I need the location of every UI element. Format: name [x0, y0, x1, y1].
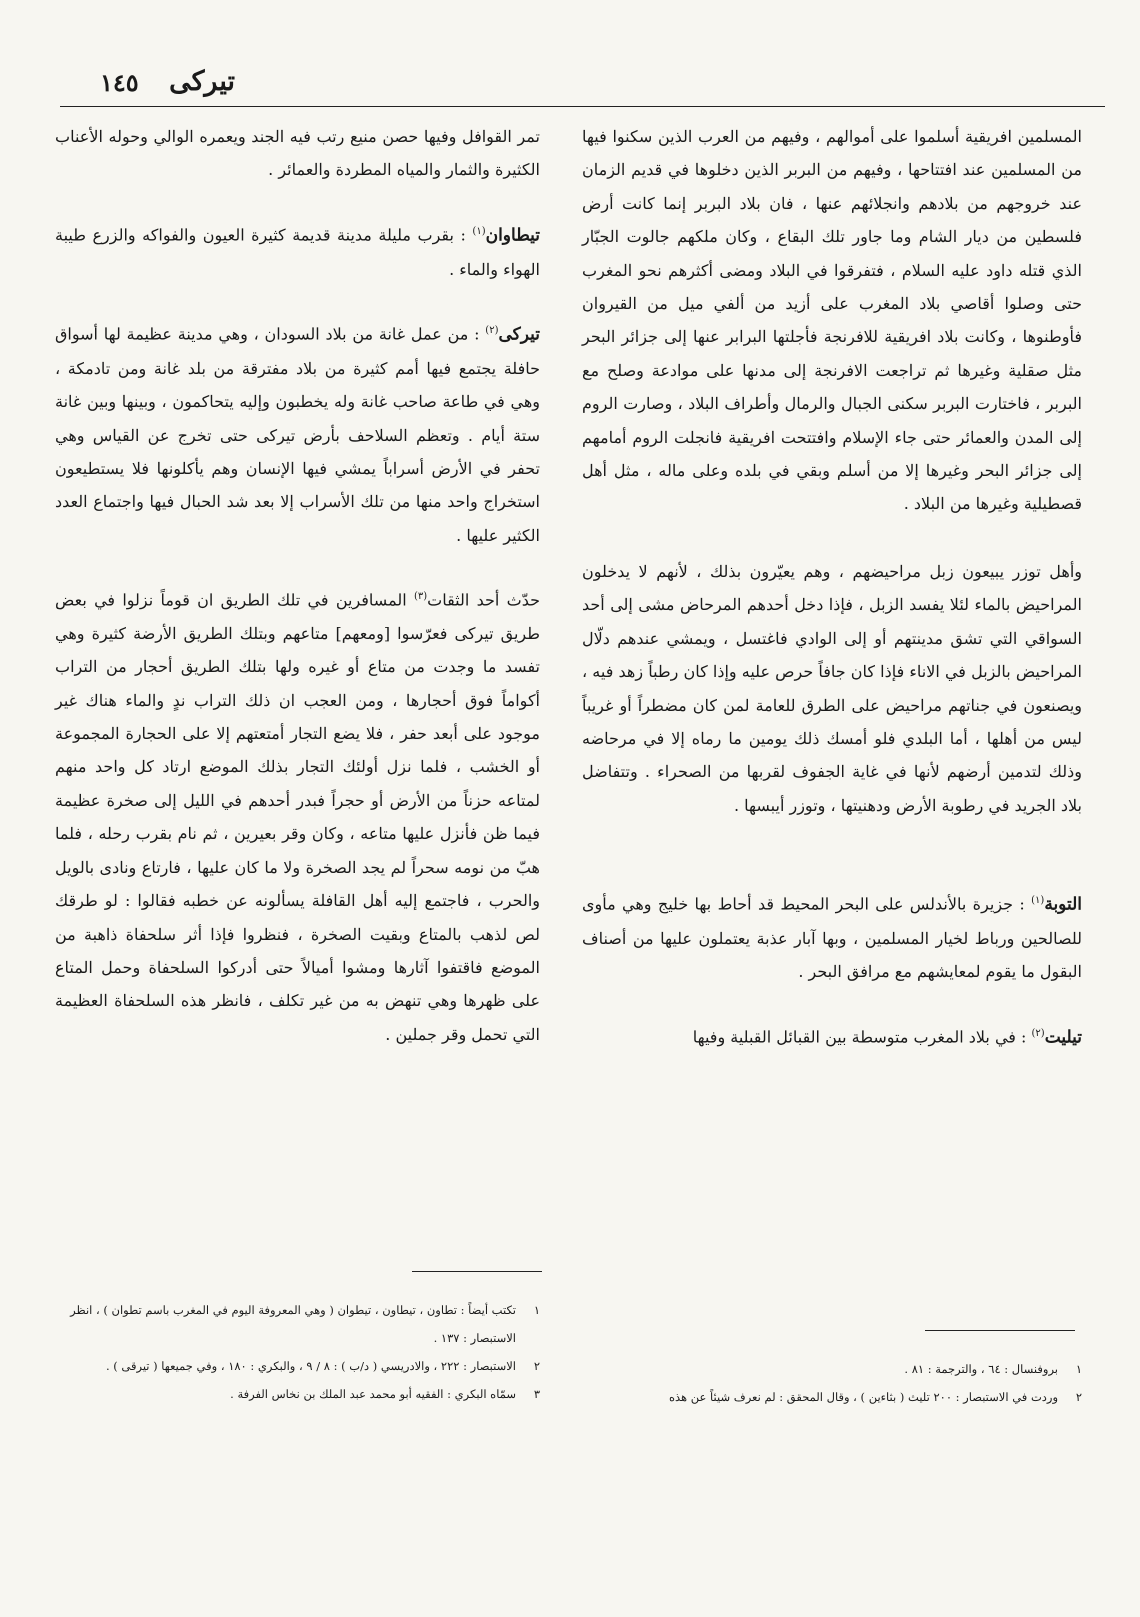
- entry-text: : جزيرة بالأندلس على البحر المحيط قد أحاط بها خليج وهي مأوى للصالحين ورباط لخيار المسلمين ، وبها آبار عذبة يعتملون عليها من أصناف البقول ما يقوم لمعايشهم مع مرافق البحر .: [582, 894, 1083, 982]
- story-text: المسافرين في تلك الطريق ان قوماً نزلوا في بعض طريق تيركى فعرّسوا [ومعهم] متاعهم وبتلك الطريق الأرضة كثيرة وهي تفسد ما وجدت من متاع أو غيره ولها بتلك الطريق أحجار من التراب أكواماً فوق أحجارها ، ومن العجب ان ذلك التراب ندٍ والماء هناك غير موجود على أبعد حفر ، فلا يضع التجار أمتعتهم إلا على الحجارة المجموعة أو الخشب ، فلما نزل أولئك التجار بذلك الموضع ارتاد كل واحد منهم لمتاعه حزناً من الأرض أو حجراً فبدر أحدهم في الليل إلى صخرة عظيمة فيما ظن فأنزل عليها متاعه ، وكان وقر بعيرين ، ثم نام بقرب رحله ، فلما هبّ من نومه سحراً لم يجد الصخرة ولا ما كان عليها ، فارتاع ونادى بالويل والحرب ، فاجتمع إليه أهل القافلة يسألونه عن خطبه فقالوا : لو طرقك لص لذهب بالمتاع وبقيت الصخرة ، فنظروا فإذا أثر سلحفاة ذاهبة من الموضع فاقتفوا آثارها ومشوا أميالاً حتى أدركوا السلحفاة وحمل المتاع على ظهرها وهي تنهض به من غير تكلف ، فانظر هذه السلحفاة العظيمة التي تحمل وقر جملين .: [55, 590, 540, 1044]
- entry-tirka: [55, 314, 540, 552]
- footnote-marker: (٣): [413, 591, 428, 603]
- right-column: [582, 120, 1082, 1054]
- footnote-marker: (١): [472, 225, 486, 237]
- paragraph-caravans: تمر القوافل وفيها حصن منيع رتب فيه الجند ويعمره الوالي وحوله الأعناب الكثيرة والثمار والمياه المطردة والعمائر .: [55, 127, 540, 180]
- footnote-rule-right: [925, 1330, 1075, 1331]
- paragraph-tortoise-story: [55, 580, 540, 1051]
- entry-text: : في بلاد المغرب متوسطة بين القبائل القبلية وفيها: [692, 1027, 1032, 1046]
- footnotes-left: [55, 1296, 540, 1408]
- entry-text: : بقرب مليلة مدينة قديمة كثيرة العيون والفواكه والزرع طيبة الهواء والماء .: [55, 225, 540, 279]
- footnote-rule-left: [412, 1271, 542, 1272]
- footnote-text: الاستبصار : ٢٢٢ ، والادريسي ( د/ب ) : ٨ / ٩ ، والبكري : ١٨٠ ، وفي جميعها ( تيرقى ) .: [105, 1359, 516, 1373]
- entry-text: : من عمل غانة من بلاد السودان ، وهي مدينة عظيمة لها أسواق حافلة يجتمع فيها أمم كثيرة من بلاد مفترقة من بلد غانة ومن تادمكة ، وهي في طاعة صاحب غانة وله يخطبون وإليه يتحاكمون ، وبينها وبين غانة ستة أيام . وتعظم السلاحف بأرض تيركى حتى تخرج عن القياس وهي تحفر في الأرض أسراباً يمشي فيها الإنسان وهم يأكلونها فلا يستطيعون استخراج واحد منها من تلك الأسراب إلا بعد شد الحبال فيها واجتماع العدد الكثير عليها .: [55, 324, 540, 545]
- footnote-text: بروفنسال : ٦٤ ، والترجمة : ٨١ .: [904, 1362, 1058, 1376]
- left-column: [55, 120, 540, 1051]
- page-header: [60, 60, 1105, 107]
- paragraph-berbers: المسلمين افريقية أسلموا على أموالهم ، وفيهم من العرب الذين سكنوا فيها من المسلمين عند افتتاحها ، وفيهم من البربر الذين دخلوها في قديم الزمان عند خروجهم من بلادهم وانجلائهم عنها ، فان بلاد البربر إنما كانت أرض فلسطين من ديار الشام وما جاور تلك البقاع ، وكان ملكهم جالوت الجبّار الذي قتله داود عليه السلام ، فتفرقوا في البلاد ومضى أكثرهم نحو المغرب حتى وصلوا أقاصي بلاد المغرب على أزيد من ألفي ميل من القيروان فأوطنوها ، وكانت بلاد افريقية للافرنجة فأجلتها البرابر عنها إلى جزائر البحر مثل صقلية وغيرها ثم تراجعت الافرنجة إلى مدنها على موادعة وصلح مع البربر ، فاختارت البربر سكنى الجبال والرمال وأطراف البلاد ، وصارت الروم إلى المدن والعمائر حتى جاء الإسلام وافتتحت افريقية فانجلت الروم أمامهم إلى جزائر البحر وغيرها إلا من أسلم وبقي في بلده وعلى ماله ، مثل أهل قصطيلية وغيرها من البلاد .: [582, 127, 1082, 514]
- footnote: [55, 1380, 540, 1408]
- footnote-number: ١: [1075, 1362, 1082, 1376]
- footnote: [582, 1355, 1082, 1383]
- footnote-marker: (١): [1031, 895, 1045, 907]
- footnote-number: ١: [533, 1303, 540, 1317]
- footnote: [55, 1296, 540, 1352]
- footnote-text: سمّاه البكري : الفقيه أبو محمد عبد الملك بن نخاس الفرفة .: [230, 1387, 516, 1401]
- paragraph-tozeur: وأهل توزر يبيعون زبل مراحيضهم ، وهم يعيّرون بذلك ، لأنهم لا يدخلون المراحيض بالماء لئلا يفسد الزبل ، فإذا دخل أحدهم المرحاض مشى إلى أحد السواقي التي تشق مدينتهم أو إلى الوادي فاغتسل ، ويمشي عندهم دلّال المراحيض بالزبل في الاناء فإذا كان جافاً حرص عليه وإذا كان رطباً زهد فيه ، ويصنعون في جناتهم مراحيض على الطرق للعامة لمن كان مضطراً أو غريباً ليس من أهلها ، أما البلدي فلو أمسك ذلك يومين ما رماه إلا في مرحاضه وذلك لتدمين أرضهم لأنها في غاية الجفوف لقربها من الصحراء . وتتفاضل بلاد الجريد في رطوبة الأرض ودهنيتها ، وتوزر أيبسها .: [582, 561, 1082, 815]
- headword-tilit: تيليت: [1044, 1027, 1082, 1047]
- story-opening: حدّث أحد الثقات: [427, 590, 540, 610]
- footnote-text: تكتب أيضاً : تطاون ، تيطاون ، تيطوان ( وهي المعروفة اليوم في المغرب باسم تطوان ) ، انظر الاستبصار : ١٣٧ .: [70, 1303, 516, 1345]
- headword-tirka: تيركى: [498, 324, 540, 345]
- footnote-number: ٢: [533, 1359, 540, 1373]
- footnote: [55, 1352, 540, 1380]
- entry-tawba: [582, 884, 1082, 989]
- running-title: تيركى: [169, 66, 235, 97]
- headword-titawan: تيطاوان: [485, 225, 540, 246]
- page-number: ١٤٥: [100, 68, 139, 97]
- entry-titawan: [55, 215, 540, 286]
- footnotes-right: [582, 1355, 1082, 1411]
- entry-tilit: [582, 1017, 1082, 1055]
- footnote-text: وردت في الاستبصار : ٢٠٠ تليث ( بثاءين ) ، وقال المحقق : لم نعرف شيئاً عن هذه: [668, 1390, 1058, 1404]
- footnote-marker: (٢): [485, 324, 499, 336]
- footnote: [582, 1383, 1082, 1411]
- footnote-marker: (٢): [1031, 1027, 1045, 1039]
- footnote-number: ٢: [1075, 1390, 1082, 1404]
- footnote-number: ٣: [533, 1387, 540, 1401]
- headword-tawba: التوبة: [1044, 894, 1082, 915]
